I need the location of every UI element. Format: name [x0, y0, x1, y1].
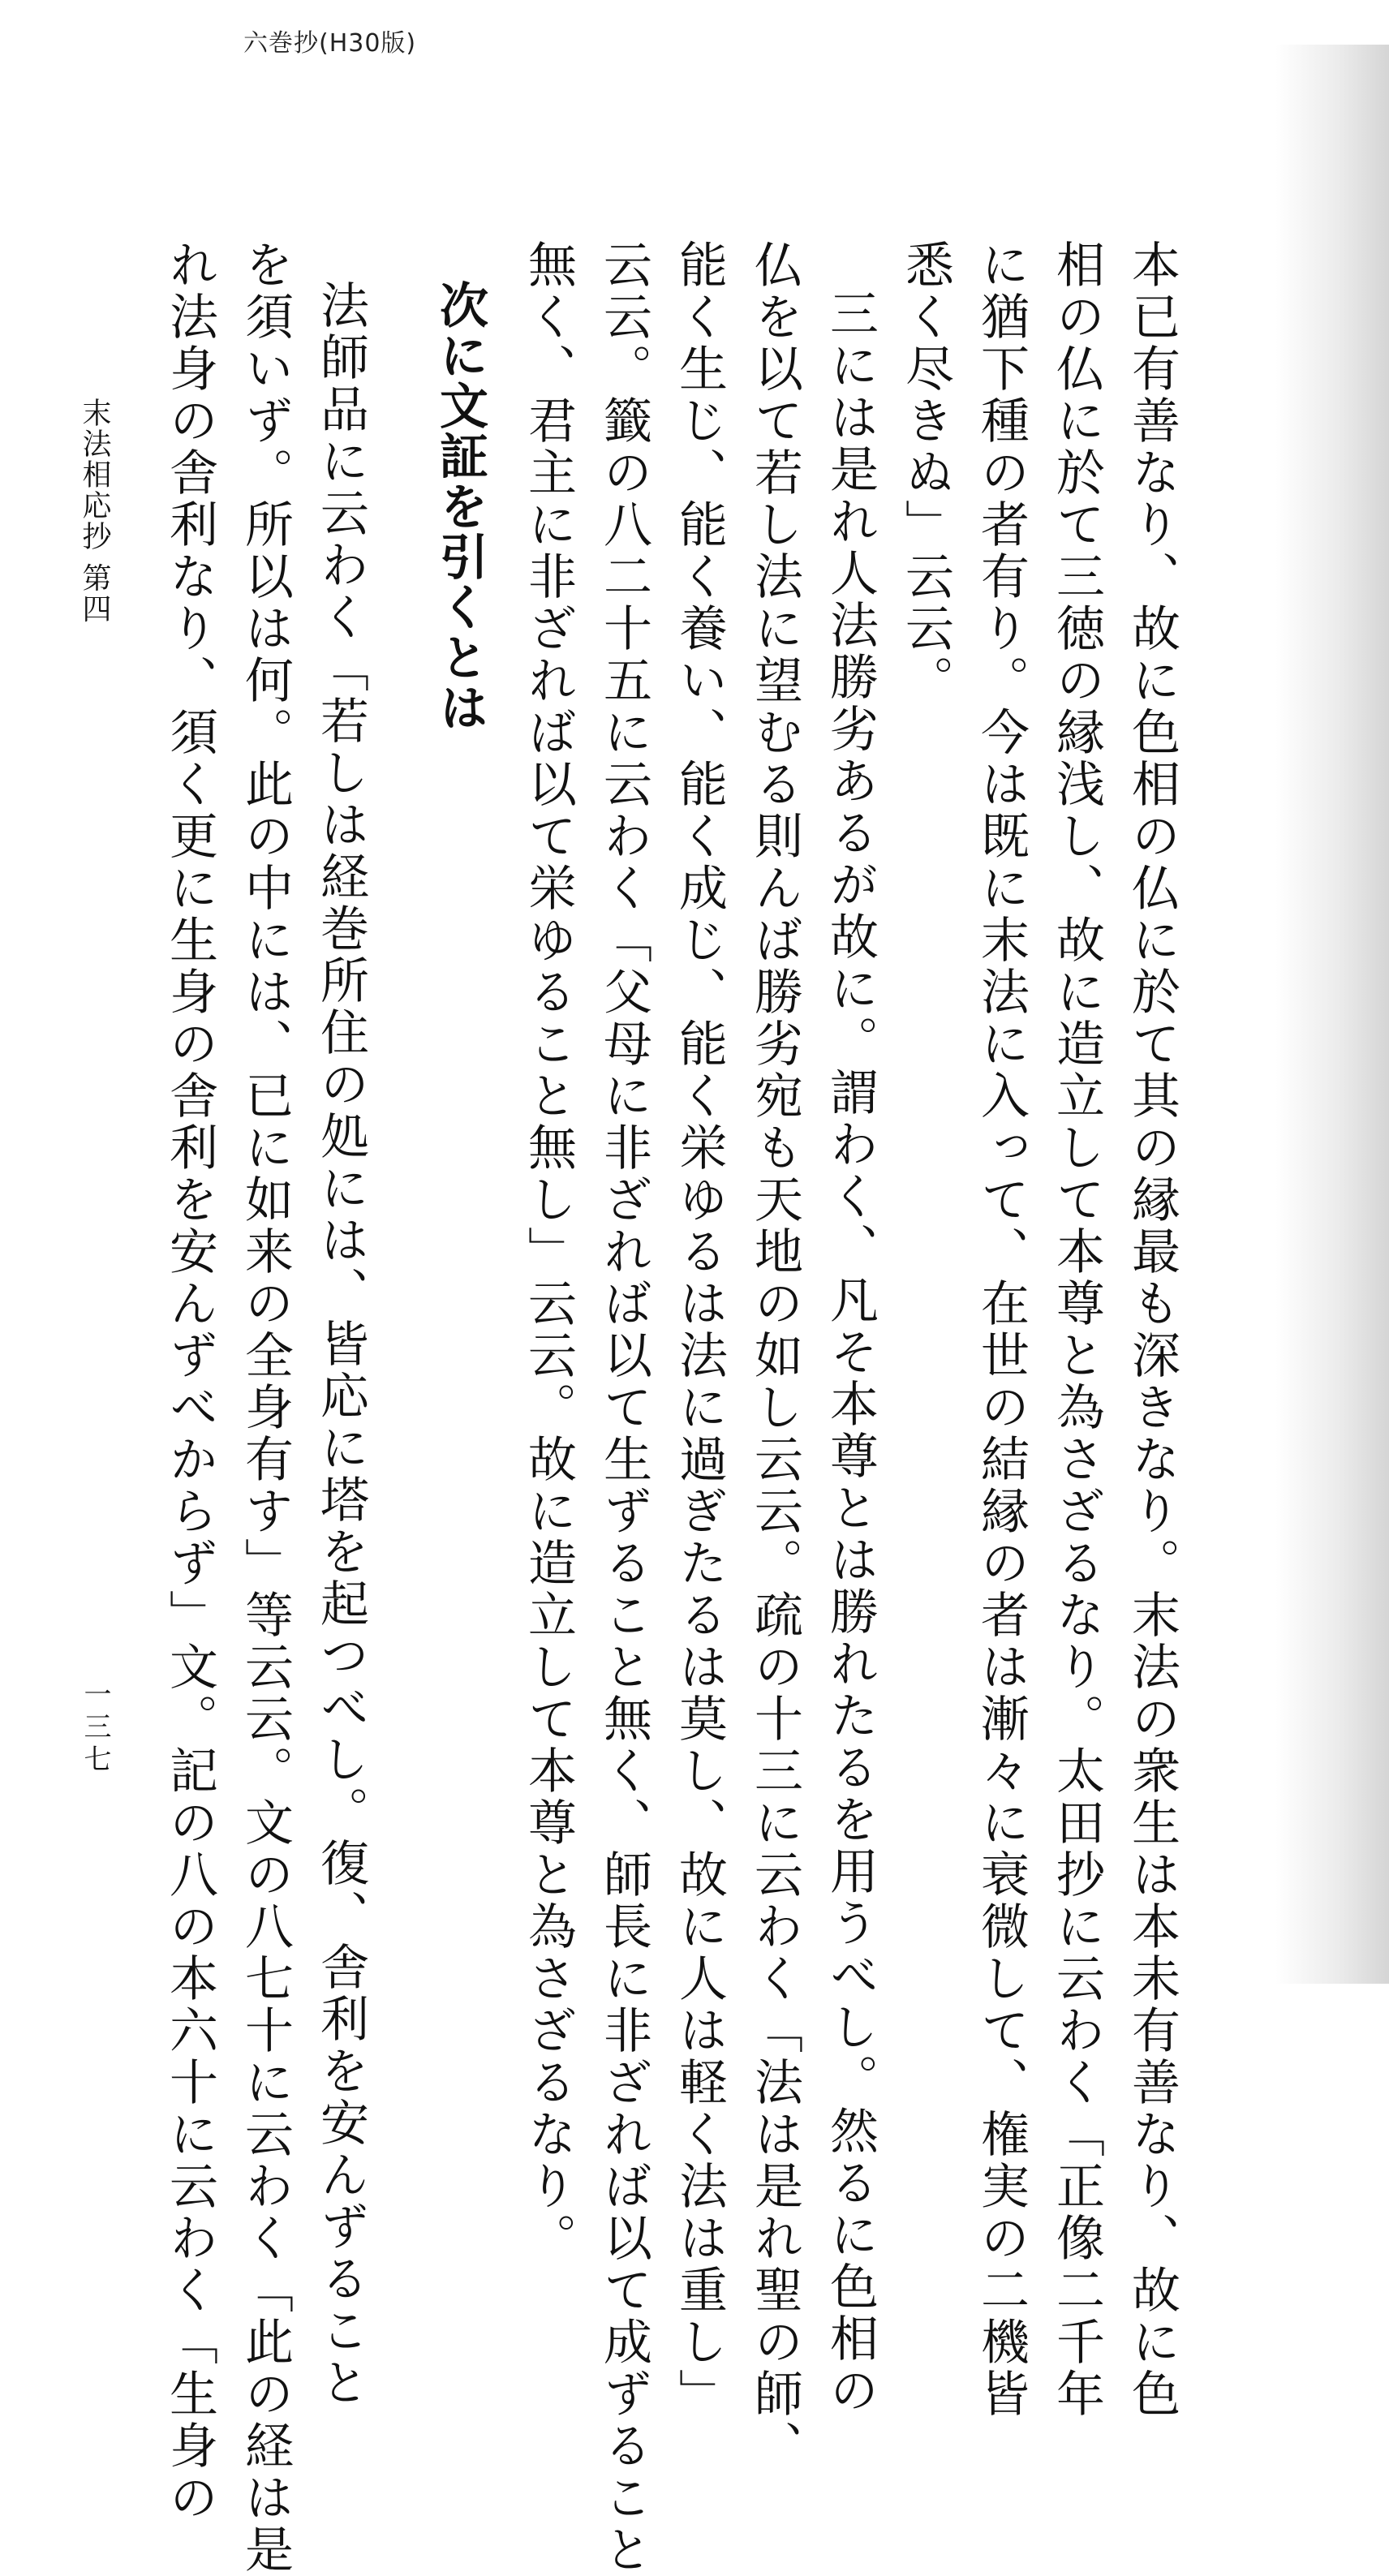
text-column-11: 法師品に云わく「若しは経巻所住の処には、皆応に塔を起つべし。復、舎利を安んずること [312, 280, 369, 2409]
section-heading: 次に文証を引くとは [432, 280, 488, 733]
text-column-5: 三には是れ人法勝劣あるが故に。謂わく、凡そ本尊とは勝れたるを用うべし。然るに色相の [822, 288, 879, 2417]
footer-title: 末法相応抄 第四 [78, 398, 111, 625]
text-column-7: 能く生じ、能く養い、能く成じ、能く栄ゆるは法に過ぎたるは莫し、故に人は軽く法は重し」 [671, 239, 728, 2420]
page-number: 一三七 [79, 1679, 111, 1777]
text-column-3: に猶下種の者有り。今は既に末法に入って、在世の結縁の者は漸々に衰微して、権実の二機皆 [973, 239, 1030, 2420]
text-column-1: 本已有善なり、故に色相の仏に於て其の縁最も深きなり。末法の衆生は本未有善なり、故に色 [1124, 239, 1180, 2420]
text-column-4: 悉く尽きぬ」云云。 [897, 239, 954, 707]
running-header: 六巻抄(H30版) [243, 29, 417, 58]
text-column-9: 無く、君主に非ざれば以て栄ゆること無し」云云。故に造立して本尊と為さざるなり。 [520, 239, 577, 2264]
text-column-6: 仏を以て若し法に望むる則んば勝劣宛も天地の如し云云。疏の十三に云わく「法は是れ聖の師、 [746, 239, 803, 2472]
page-edge-shadow [1275, 45, 1389, 1984]
text-column-8: 云云。籤の八二十五に云わく「父母に非ざれば以て生ずること無く、師長に非ざれば以て成ずること [596, 239, 652, 2576]
text-column-12: を須いず。所以は何。此の中には、已に如来の全身有す」等云云。文の八七十に云わく「此の経は是 [237, 239, 294, 2576]
text-column-13: れ法身の舎利なり、須く更に生身の舎利を安んずべからず」文。記の八の本六十に云わく「生身の [161, 239, 218, 2524]
text-column-2: 相の仏に於て三徳の縁浅し、故に造立して本尊と為さざるなり。太田抄に云わく「正像二千年 [1048, 239, 1105, 2420]
